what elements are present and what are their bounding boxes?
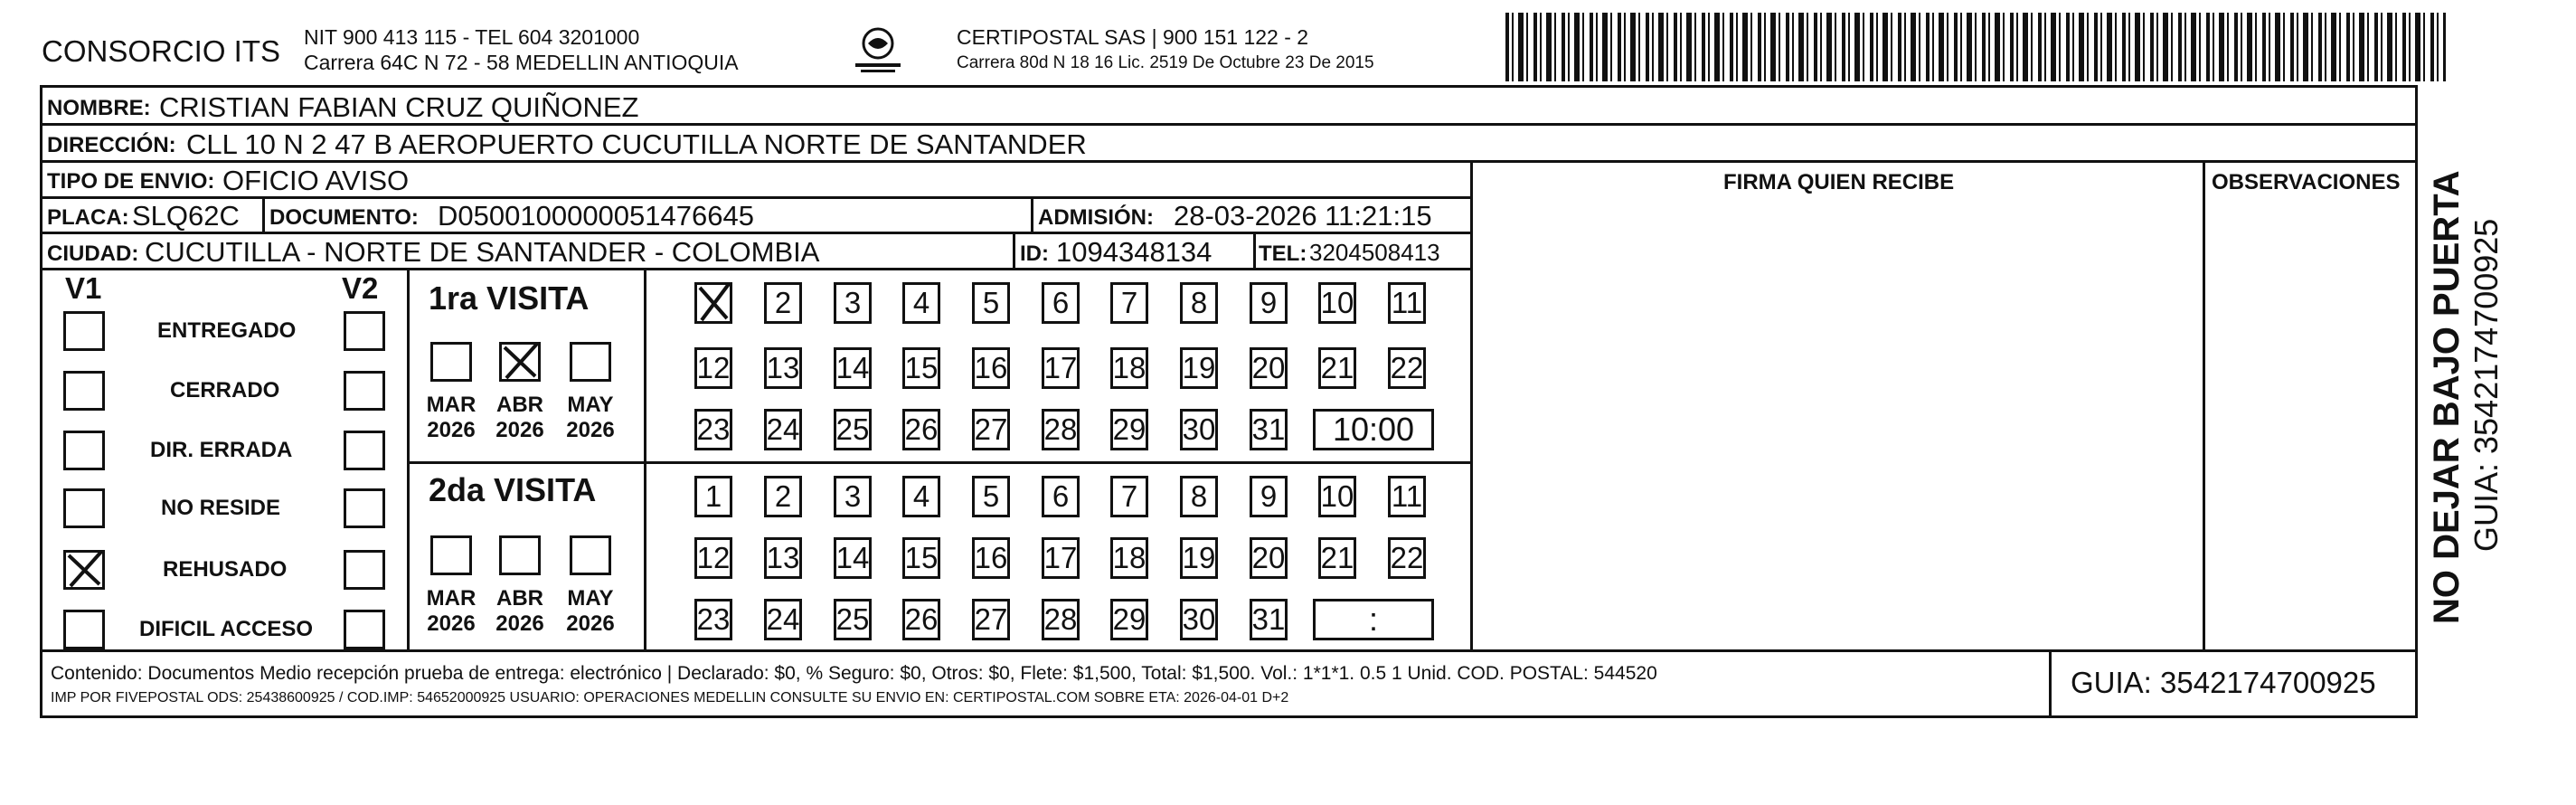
visit2-day-30[interactable]: 30 — [1180, 599, 1218, 640]
visit2-day-19[interactable]: 19 — [1180, 537, 1218, 579]
visit1-day-29[interactable]: 29 — [1110, 409, 1148, 450]
firma-header: FIRMA QUIEN RECIBE — [1723, 170, 1955, 194]
visit1-day-7[interactable]: 7 — [1110, 282, 1148, 324]
carrier-address: Carrera 80d N 18 16 Lic. 2519 De Octubre 23 De 2015 — [957, 53, 1374, 72]
visit1-day-26[interactable]: 26 — [902, 409, 940, 450]
footer-print-info: IMP POR FIVEPOSTAL ODS: 25438600925 / COD.IMP: 54652000925 USUARIO: OPERACIONES MEDELLIN CONSULTE SU ENVIO EN: CERTIPOSTAL.COM SOBRE ETA: 2026-04-01 D+2 — [51, 690, 1289, 706]
visit1-day-19[interactable]: 19 — [1180, 347, 1218, 389]
v2-checkbox-2[interactable] — [344, 431, 385, 470]
visit2-day-23[interactable]: 23 — [694, 599, 732, 640]
visit1-day-21[interactable]: 21 — [1318, 347, 1356, 389]
visit2-day-26[interactable]: 26 — [902, 599, 940, 640]
company-name: CONSORCIO ITS — [42, 34, 281, 68]
id-value: 1094348134 — [1056, 236, 1213, 268]
visit2-day-4[interactable]: 4 — [902, 476, 940, 517]
barcode — [1505, 13, 2446, 81]
v1-checkbox-0[interactable] — [63, 311, 105, 351]
v2-checkbox-3[interactable] — [344, 488, 385, 528]
status-option-label: DIR. ERRADA — [150, 438, 293, 462]
company-contact: NIT 900 413 115 - TEL 604 3201000 — [304, 25, 640, 49]
visit2-day-1[interactable]: 1 — [694, 476, 732, 517]
v2-checkbox-1[interactable] — [344, 371, 385, 411]
visit1-day-11[interactable]: 11 — [1388, 282, 1426, 324]
visit1-day-9[interactable]: 9 — [1250, 282, 1288, 324]
visit1-day-22[interactable]: 22 — [1388, 347, 1426, 389]
check-mark-icon — [499, 342, 541, 382]
visit2-day-10[interactable]: 10 — [1318, 476, 1356, 517]
visit2-day-21[interactable]: 21 — [1318, 537, 1356, 579]
placa-label: PLACA: — [47, 205, 129, 230]
visit1-day-6[interactable]: 6 — [1042, 282, 1080, 324]
visit1-day-15[interactable]: 15 — [902, 347, 940, 389]
direccion-value: CLL 10 N 2 47 B AEROPUERTO CUCUTILLA NORTE DE SANTANDER — [186, 128, 1087, 160]
visit2-day-2[interactable]: 2 — [764, 476, 802, 517]
v1-checkbox-2[interactable] — [63, 431, 105, 470]
visit1-day-12[interactable]: 12 — [694, 347, 732, 389]
id-label: ID: — [1020, 242, 1049, 266]
visit2-day-17[interactable]: 17 — [1042, 537, 1080, 579]
company-address: Carrera 64C N 72 - 58 MEDELLIN ANTIOQUIA — [304, 51, 739, 74]
visit2-day-31[interactable]: 31 — [1250, 599, 1288, 640]
certipostal-logo-icon — [850, 24, 906, 76]
tel-value: 3204508413 — [1309, 239, 1440, 266]
visit1-day-4[interactable]: 4 — [902, 282, 940, 324]
v1-label: V1 — [65, 271, 102, 305]
visit2-day-25[interactable]: 25 — [834, 599, 872, 640]
visit1-month-label: MAY 2026 — [566, 393, 615, 442]
tipo-envio-value: OFICIO AVISO — [222, 165, 410, 196]
status-option-label: NO RESIDE — [161, 496, 281, 520]
visit1-month-label: ABR 2026 — [495, 393, 544, 442]
status-option-label: CERRADO — [170, 378, 280, 402]
v2-label: V2 — [342, 271, 379, 305]
visit1-day-13[interactable]: 13 — [764, 347, 802, 389]
v1-checkbox-5[interactable] — [63, 610, 105, 649]
visit1-day-10[interactable]: 10 — [1318, 282, 1356, 324]
visit1-month-checkbox-2[interactable] — [570, 342, 611, 382]
visit2-month-checkbox-0[interactable] — [430, 535, 472, 575]
visit2-day-3[interactable]: 3 — [834, 476, 872, 517]
nombre-value: CRISTIAN FABIAN CRUZ QUIÑONEZ — [159, 91, 639, 123]
visit2-day-29[interactable]: 29 — [1110, 599, 1148, 640]
documento-label: DOCUMENTO: — [269, 205, 419, 230]
admision-value: 28-03-2026 11:21:15 — [1174, 200, 1432, 232]
visit2-day-8[interactable]: 8 — [1180, 476, 1218, 517]
visit2-hour-field[interactable]: : — [1313, 599, 1434, 640]
visit2-day-9[interactable]: 9 — [1250, 476, 1288, 517]
status-option-label: REHUSADO — [163, 557, 288, 582]
v2-checkbox-4[interactable] — [344, 550, 385, 590]
visit2-day-16[interactable]: 16 — [972, 537, 1010, 579]
visit2-month-label: MAY 2026 — [566, 586, 615, 636]
v1-checkbox-3[interactable] — [63, 488, 105, 528]
visit1-day-23[interactable]: 23 — [694, 409, 732, 450]
observaciones-header: OBSERVACIONES — [2212, 170, 2401, 194]
visit1-day-8[interactable]: 8 — [1180, 282, 1218, 324]
visit1-day-20[interactable]: 20 — [1250, 347, 1288, 389]
documento-value: D0500100000051476645 — [438, 200, 754, 232]
visit2-month-label: MAR 2026 — [426, 586, 477, 636]
v2-checkbox-0[interactable] — [344, 311, 385, 351]
status-option-label: DIFICIL ACCESO — [139, 617, 314, 641]
tel-label: TEL: — [1259, 242, 1307, 266]
visit1-hour-field[interactable]: 10:00 — [1313, 409, 1434, 450]
visit1-day-16[interactable]: 16 — [972, 347, 1010, 389]
visit2-day-28[interactable]: 28 — [1042, 599, 1080, 640]
visit1-day-2[interactable]: 2 — [764, 282, 802, 324]
visit1-month-checkbox-0[interactable] — [430, 342, 472, 382]
visit2-day-11[interactable]: 11 — [1388, 476, 1426, 517]
visit2-day-6[interactable]: 6 — [1042, 476, 1080, 517]
visit1-day-18[interactable]: 18 — [1110, 347, 1148, 389]
visit2-day-14[interactable]: 14 — [834, 537, 872, 579]
visit1-day-30[interactable]: 30 — [1180, 409, 1218, 450]
visit1-day-17[interactable]: 17 — [1042, 347, 1080, 389]
v2-checkbox-5[interactable] — [344, 610, 385, 649]
status-option-label: ENTREGADO — [157, 318, 297, 343]
visit2-day-5[interactable]: 5 — [972, 476, 1010, 517]
visit1-month-label: MAR 2026 — [426, 393, 477, 442]
footer-content: Contenido: Documentos Medio recepción prueba de entrega: electrónico | Declarado: $0, % Seguro: $0, Otros: $0, Flete: $1,500, Total: $1,500. Vol.: 1*1*1. 0.5 1 Unid. COD. POSTAL: 544520 — [51, 663, 1657, 684]
visit1-day-24[interactable]: 24 — [764, 409, 802, 450]
visit2-day-22[interactable]: 22 — [1388, 537, 1426, 579]
visit1-day-3[interactable]: 3 — [834, 282, 872, 324]
tipo-envio-label: TIPO DE ENVIO: — [47, 169, 215, 194]
visit1-day-31[interactable]: 31 — [1250, 409, 1288, 450]
visit2-day-27[interactable]: 27 — [972, 599, 1010, 640]
ciudad-value: CUCUTILLA - NORTE DE SANTANDER - COLOMBIA — [145, 236, 820, 268]
nombre-label: NOMBRE: — [47, 96, 151, 120]
visit2-day-12[interactable]: 12 — [694, 537, 732, 579]
v1-checkbox-1[interactable] — [63, 371, 105, 411]
visit2-month-label: ABR 2026 — [495, 586, 544, 636]
visit1-day-25[interactable]: 25 — [834, 409, 872, 450]
side-warning: NO DEJAR BAJO PUERTA — [2427, 170, 2467, 624]
visit2-day-15[interactable]: 15 — [902, 537, 940, 579]
visit2-day-7[interactable]: 7 — [1110, 476, 1148, 517]
visit2-month-checkbox-2[interactable] — [570, 535, 611, 575]
visit2-month-checkbox-1[interactable] — [499, 535, 541, 575]
visit1-day-28[interactable]: 28 — [1042, 409, 1080, 450]
visit1-day-5[interactable]: 5 — [972, 282, 1010, 324]
check-mark-icon — [694, 282, 732, 324]
placa-value: SLQ62C — [132, 200, 240, 232]
visit2-day-18[interactable]: 18 — [1110, 537, 1148, 579]
visit2-title: 2da VISITA — [429, 471, 597, 508]
visit1-day-27[interactable]: 27 — [972, 409, 1010, 450]
check-mark-icon — [63, 550, 105, 590]
footer-guia: GUIA: 3542174700925 — [2071, 666, 2376, 699]
ciudad-label: CIUDAD: — [47, 242, 139, 266]
visit2-day-13[interactable]: 13 — [764, 537, 802, 579]
visit2-day-24[interactable]: 24 — [764, 599, 802, 640]
visit2-day-20[interactable]: 20 — [1250, 537, 1288, 579]
carrier-name: CERTIPOSTAL SAS | 900 151 122 - 2 — [957, 25, 1309, 49]
side-guia: GUIA: 3542174700925 — [2467, 218, 2505, 552]
visit1-day-14[interactable]: 14 — [834, 347, 872, 389]
direccion-label: DIRECCIÓN: — [47, 133, 176, 157]
visit1-title: 1ra VISITA — [429, 279, 590, 317]
admision-label: ADMISIÓN: — [1038, 205, 1154, 230]
